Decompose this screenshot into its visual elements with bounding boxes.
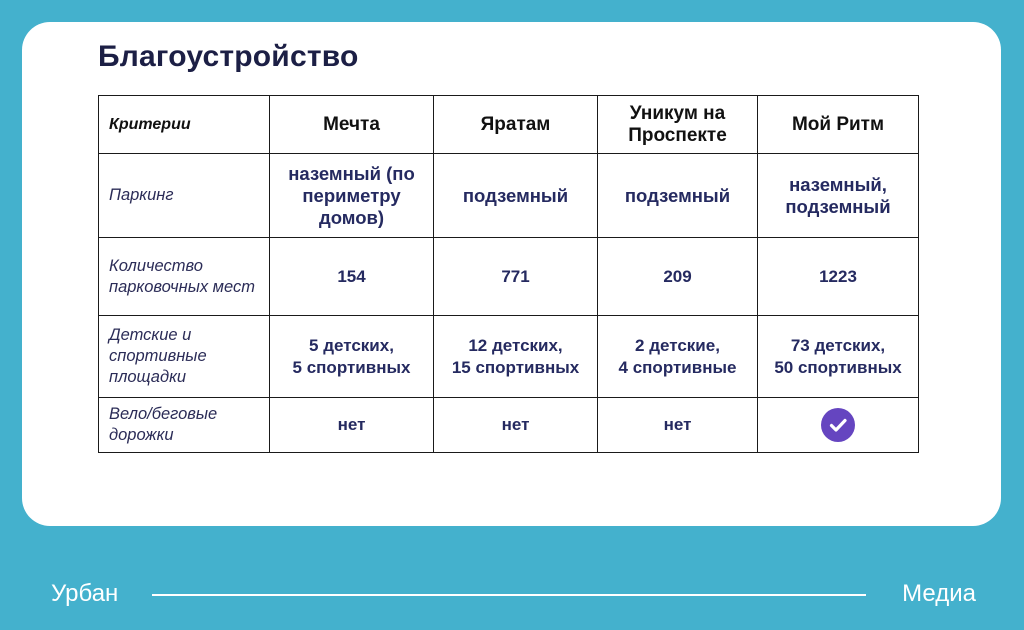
row-criterion: Детские и спортивные площадки [99, 316, 270, 398]
check-circle-icon [821, 408, 855, 442]
cell-value: 2 детские, 4 спортивные [598, 316, 758, 398]
cell-value: 771 [434, 238, 598, 316]
table-row [99, 238, 919, 316]
cell-value: нет [270, 398, 434, 453]
row-criterion: Вело/беговые дорожки [99, 398, 270, 453]
header-mechta: Мечта [270, 96, 434, 154]
cell-value: 1223 [758, 238, 919, 316]
cell-value: нет [434, 398, 598, 453]
header-yaratam: Яратам [434, 96, 598, 154]
cell-value: подземный [598, 154, 758, 238]
cell-value: 73 детских, 50 спортивных [758, 316, 919, 398]
cell-value: нет [598, 398, 758, 453]
cell-value: 154 [270, 238, 434, 316]
table-row [99, 398, 919, 453]
footer-brand-right: Медиа [902, 580, 976, 607]
table-row [99, 154, 919, 238]
row-criterion: Паркинг [99, 154, 270, 238]
cell-value: 5 детских, 5 спортивных [270, 316, 434, 398]
cell-value [758, 398, 919, 453]
cell-value: 209 [598, 238, 758, 316]
header-unikum: Уникум на Проспекте [598, 96, 758, 154]
footer-brand-left: Урбан [51, 580, 119, 607]
table-row [99, 316, 919, 398]
header-criteria: Критерии [99, 96, 270, 154]
cell-value: наземный (по периметру домов) [270, 154, 434, 238]
footer-divider [152, 594, 866, 596]
page-title: Благоустройство [98, 40, 359, 73]
cell-value: подземный [434, 154, 598, 238]
cell-value: наземный, подземный [758, 154, 919, 238]
table-header-row [99, 96, 919, 154]
comparison-table [98, 95, 919, 453]
cell-value: 12 детских, 15 спортивных [434, 316, 598, 398]
header-moy-ritm: Мой Ритм [758, 96, 919, 154]
row-criterion: Количество парковочных мест [99, 238, 270, 316]
